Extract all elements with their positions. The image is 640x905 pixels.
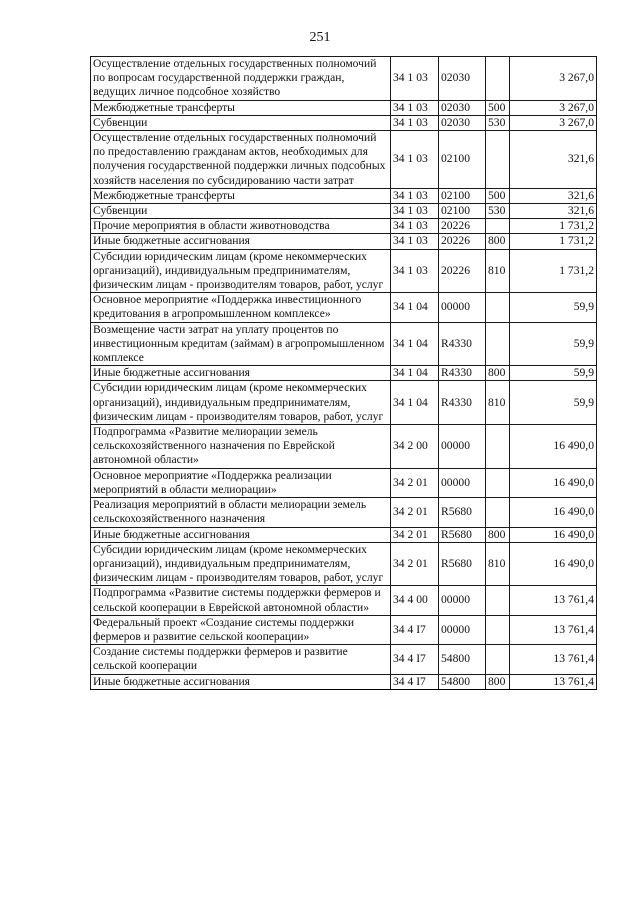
cell-name: Реализация мероприятий в области мелиорации земель сельскохозяйственного назначения bbox=[91, 498, 391, 527]
cell-amount: 59,9 bbox=[510, 293, 597, 322]
cell-name: Иные бюджетные ассигнования bbox=[91, 366, 391, 381]
cell-amount: 59,9 bbox=[510, 381, 597, 425]
cell-amount: 321,6 bbox=[510, 188, 597, 203]
cell-direction-code: R5680 bbox=[439, 542, 486, 586]
cell-expense-type bbox=[486, 293, 510, 322]
cell-expense-type bbox=[486, 425, 510, 469]
cell-direction-code: R5680 bbox=[439, 527, 486, 542]
cell-target-code: 34 4 I7 bbox=[391, 674, 439, 689]
table-row bbox=[91, 542, 597, 586]
cell-name: Межбюджетные трансферты bbox=[91, 188, 391, 203]
cell-direction-code: 20226 bbox=[439, 234, 486, 249]
cell-direction-code: R4330 bbox=[439, 366, 486, 381]
table-row bbox=[91, 468, 597, 497]
cell-target-code: 34 1 03 bbox=[391, 249, 439, 293]
cell-amount: 59,9 bbox=[510, 366, 597, 381]
cell-name: Подпрограмма «Развитие системы поддержки фермеров и сельской кооперации в Еврейской автономной области» bbox=[91, 586, 391, 615]
cell-direction-code: R4330 bbox=[439, 381, 486, 425]
cell-target-code: 34 1 03 bbox=[391, 204, 439, 219]
cell-expense-type: 530 bbox=[486, 204, 510, 219]
cell-amount: 16 490,0 bbox=[510, 542, 597, 586]
cell-direction-code: 00000 bbox=[439, 468, 486, 497]
cell-target-code: 34 1 03 bbox=[391, 100, 439, 115]
cell-amount: 1 731,2 bbox=[510, 234, 597, 249]
cell-amount: 13 761,4 bbox=[510, 645, 597, 674]
budget-table bbox=[90, 56, 597, 690]
cell-name: Основное мероприятие «Поддержка реализации мероприятий в области мелиорации» bbox=[91, 468, 391, 497]
cell-amount: 1 731,2 bbox=[510, 219, 597, 234]
table-row bbox=[91, 249, 597, 293]
cell-target-code: 34 1 04 bbox=[391, 366, 439, 381]
cell-name: Прочие мероприятия в области животноводства bbox=[91, 219, 391, 234]
cell-direction-code: 02030 bbox=[439, 100, 486, 115]
table-row bbox=[91, 219, 597, 234]
cell-target-code: 34 4 00 bbox=[391, 586, 439, 615]
table-row bbox=[91, 425, 597, 469]
cell-amount: 16 490,0 bbox=[510, 425, 597, 469]
cell-direction-code: 00000 bbox=[439, 586, 486, 615]
cell-amount: 16 490,0 bbox=[510, 468, 597, 497]
cell-target-code: 34 4 I7 bbox=[391, 615, 439, 644]
cell-direction-code: 02100 bbox=[439, 204, 486, 219]
cell-expense-type: 530 bbox=[486, 115, 510, 130]
cell-direction-code: 02030 bbox=[439, 57, 486, 101]
cell-target-code: 34 2 01 bbox=[391, 468, 439, 497]
cell-expense-type bbox=[486, 468, 510, 497]
cell-target-code: 34 1 03 bbox=[391, 57, 439, 101]
cell-target-code: 34 1 03 bbox=[391, 131, 439, 189]
cell-direction-code: 02100 bbox=[439, 131, 486, 189]
table-row bbox=[91, 381, 597, 425]
cell-amount: 1 731,2 bbox=[510, 249, 597, 293]
table-row bbox=[91, 234, 597, 249]
table-row bbox=[91, 674, 597, 689]
cell-expense-type bbox=[486, 57, 510, 101]
cell-expense-type: 810 bbox=[486, 542, 510, 586]
cell-direction-code: 20226 bbox=[439, 249, 486, 293]
cell-expense-type: 810 bbox=[486, 249, 510, 293]
cell-direction-code: 20226 bbox=[439, 219, 486, 234]
cell-name: Субвенции bbox=[91, 204, 391, 219]
cell-expense-type: 800 bbox=[486, 674, 510, 689]
page-number: 251 bbox=[309, 30, 331, 45]
cell-target-code: 34 1 04 bbox=[391, 381, 439, 425]
table-row bbox=[91, 586, 597, 615]
cell-target-code: 34 1 03 bbox=[391, 219, 439, 234]
cell-expense-type bbox=[486, 615, 510, 644]
cell-expense-type bbox=[486, 498, 510, 527]
cell-amount: 13 761,4 bbox=[510, 586, 597, 615]
cell-name: Федеральный проект «Создание системы поддержки фермеров и развитие сельской кооперации» bbox=[91, 615, 391, 644]
cell-amount: 13 761,4 bbox=[510, 615, 597, 644]
cell-direction-code: 54800 bbox=[439, 674, 486, 689]
cell-name: Межбюджетные трансферты bbox=[91, 100, 391, 115]
cell-direction-code: 02030 bbox=[439, 115, 486, 130]
table-row bbox=[91, 322, 597, 366]
cell-name: Субсидии юридическим лицам (кроме некоммерческих организаций), индивидуальным предпринимателям, физическим лицам - производителям товаров, работ, услуг bbox=[91, 249, 391, 293]
cell-expense-type bbox=[486, 219, 510, 234]
cell-amount: 3 267,0 bbox=[510, 100, 597, 115]
cell-expense-type: 500 bbox=[486, 100, 510, 115]
cell-direction-code: R4330 bbox=[439, 322, 486, 366]
table-row bbox=[91, 204, 597, 219]
cell-name: Субсидии юридическим лицам (кроме некоммерческих организаций), индивидуальным предпринимателям, физическим лицам - производителям товаров, работ, услуг bbox=[91, 381, 391, 425]
cell-name: Субвенции bbox=[91, 115, 391, 130]
cell-target-code: 34 1 04 bbox=[391, 293, 439, 322]
cell-name: Основное мероприятие «Поддержка инвестиционного кредитования в агропромышленном комплексе» bbox=[91, 293, 391, 322]
cell-target-code: 34 2 01 bbox=[391, 527, 439, 542]
cell-direction-code: 02100 bbox=[439, 188, 486, 203]
cell-target-code: 34 1 03 bbox=[391, 188, 439, 203]
table-row bbox=[91, 115, 597, 130]
cell-target-code: 34 1 03 bbox=[391, 115, 439, 130]
cell-direction-code: 00000 bbox=[439, 425, 486, 469]
table-row bbox=[91, 57, 597, 101]
cell-name: Иные бюджетные ассигнования bbox=[91, 234, 391, 249]
table-row bbox=[91, 527, 597, 542]
cell-amount: 13 761,4 bbox=[510, 674, 597, 689]
cell-name: Иные бюджетные ассигнования bbox=[91, 674, 391, 689]
cell-amount: 16 490,0 bbox=[510, 527, 597, 542]
cell-target-code: 34 1 03 bbox=[391, 234, 439, 249]
table-row bbox=[91, 293, 597, 322]
cell-expense-type: 810 bbox=[486, 381, 510, 425]
table-row bbox=[91, 100, 597, 115]
cell-direction-code: R5680 bbox=[439, 498, 486, 527]
cell-name: Иные бюджетные ассигнования bbox=[91, 527, 391, 542]
cell-target-code: 34 2 01 bbox=[391, 498, 439, 527]
cell-name: Создание системы поддержки фермеров и развитие сельской кооперации bbox=[91, 645, 391, 674]
cell-target-code: 34 1 04 bbox=[391, 322, 439, 366]
table-row bbox=[91, 188, 597, 203]
cell-amount: 3 267,0 bbox=[510, 57, 597, 101]
cell-expense-type bbox=[486, 586, 510, 615]
cell-target-code: 34 2 01 bbox=[391, 542, 439, 586]
table-row bbox=[91, 645, 597, 674]
cell-target-code: 34 4 I7 bbox=[391, 645, 439, 674]
cell-expense-type: 500 bbox=[486, 188, 510, 203]
cell-name: Субсидии юридическим лицам (кроме некоммерческих организаций), индивидуальным предпринимателям, физическим лицам - производителям товаров, работ, услуг bbox=[91, 542, 391, 586]
cell-amount: 321,6 bbox=[510, 204, 597, 219]
cell-amount: 16 490,0 bbox=[510, 498, 597, 527]
cell-name: Осуществление отдельных государственных полномочий по вопросам государственной поддержки граждан, ведущих личное подсобное хозяйство bbox=[91, 57, 391, 101]
cell-target-code: 34 2 00 bbox=[391, 425, 439, 469]
table-row bbox=[91, 615, 597, 644]
cell-name: Осуществление отдельных государственных полномочий по предоставлению гражданам актов, необходимых для получения государственной поддержки личных подсобных хозяйств населения по субсидированию части затрат bbox=[91, 131, 391, 189]
cell-amount: 3 267,0 bbox=[510, 115, 597, 130]
table-row bbox=[91, 366, 597, 381]
cell-direction-code: 00000 bbox=[439, 615, 486, 644]
cell-expense-type: 800 bbox=[486, 234, 510, 249]
cell-name: Возмещение части затрат на уплату процентов по инвестиционным кредитам (займам) в агропромышленном комплексе bbox=[91, 322, 391, 366]
cell-expense-type bbox=[486, 131, 510, 189]
cell-amount: 321,6 bbox=[510, 131, 597, 189]
table-row bbox=[91, 131, 597, 189]
cell-direction-code: 00000 bbox=[439, 293, 486, 322]
cell-amount: 59,9 bbox=[510, 322, 597, 366]
budget-table-body bbox=[91, 57, 597, 690]
cell-expense-type: 800 bbox=[486, 366, 510, 381]
cell-expense-type bbox=[486, 645, 510, 674]
table-row bbox=[91, 498, 597, 527]
cell-name: Подпрограмма «Развитие мелиорации земель сельскохозяйственного назначения по Еврейской автономной области» bbox=[91, 425, 391, 469]
cell-expense-type: 800 bbox=[486, 527, 510, 542]
cell-expense-type bbox=[486, 322, 510, 366]
cell-direction-code: 54800 bbox=[439, 645, 486, 674]
